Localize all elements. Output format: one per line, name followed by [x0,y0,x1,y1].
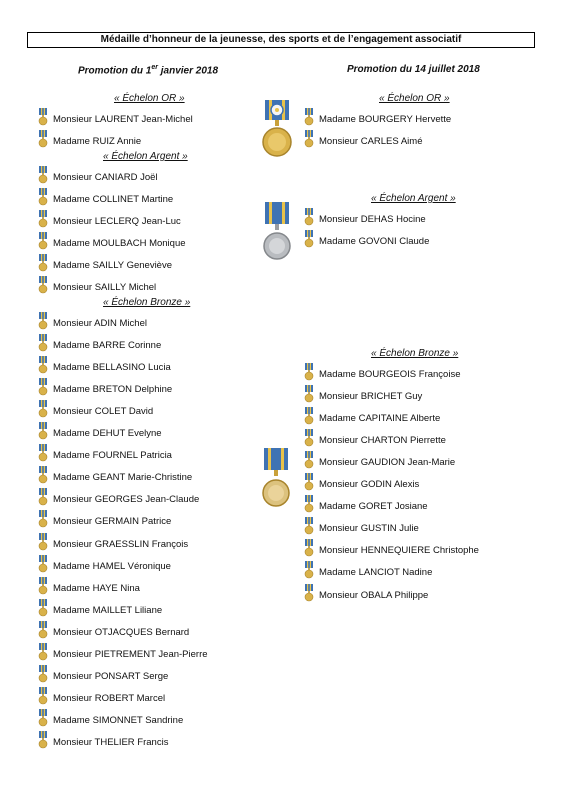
gold-medal-icon [260,98,294,160]
left-or-heading: « Échelon OR » [114,93,185,104]
recipient-name: Monsieur CANIARD Joël [53,172,158,183]
recipient-name: Madame CAPITAINE Alberte [319,413,441,425]
medal-ribbon-icon [38,130,48,148]
recipient-name: Monsieur GEORGES Jean-Claude [53,494,200,506]
medal-ribbon-icon [38,555,48,573]
medal-ribbon-icon [38,621,48,639]
recipient-name: Madame GORET Josiane [319,501,428,513]
recipient-name: Monsieur THELIER Francis [53,736,169,748]
medal-ribbon-icon [304,208,314,226]
recipient-name: Madame LANCIOT Nadine [319,567,433,579]
medal-ribbon-icon [304,108,314,126]
recipient-name: Monsieur ADIN Michel [53,318,147,329]
medal-ribbon-icon [38,334,48,352]
recipient-name: Monsieur LECLERQ Jean-Luc [53,216,181,227]
medal-ribbon-icon [304,473,314,491]
medal-ribbon-icon [38,188,48,206]
medal-ribbon-icon [38,488,48,506]
recipient-name: Madame HAMEL Véronique [53,560,171,572]
medal-ribbon-icon [38,466,48,484]
recipient-name: Madame MAILLET Liliane [53,604,163,616]
recipient-name: Madame BARRE Corinne [53,340,162,352]
right-or-heading: « Échelon OR » [379,93,450,104]
document-title: Médaille d’honneur de la jeunesse, des sports et de l’engagement associatif [27,32,535,48]
recipient-name: Madame BOURGERY Hervette [319,114,452,125]
recipient-name: Madame BELLASINO Lucia [53,362,171,374]
medal-ribbon-icon [304,429,314,447]
recipient-name: Monsieur GUSTIN Julie [319,523,419,535]
recipient-name: Madame BOURGEOIS Françoise [319,369,461,380]
medal-ribbon-icon [38,444,48,462]
medal-ribbon-icon [38,422,48,440]
medal-ribbon-icon [38,378,48,396]
medal-ribbon-icon [38,356,48,374]
recipient-name: Monsieur DEHAS Hocine [319,214,426,225]
medal-ribbon-icon [38,254,48,272]
recipient-name: Monsieur BRICHET Guy [319,391,423,403]
recipient-name: Monsieur LAURENT Jean-Michel [53,114,193,125]
medal-ribbon-icon [38,665,48,683]
recipient-name: Monsieur GAUDION Jean-Marie [319,457,456,469]
promotion-january-heading: Promotion du 1er janvier 2018 [78,64,219,77]
recipient-name: Madame SIMONNET Sandrine [53,714,184,726]
right-argent-heading: « Échelon Argent » [371,193,456,204]
medal-ribbon-icon [38,731,48,749]
recipient-name: Madame MOULBACH Monique [53,238,186,249]
medal-ribbon-icon [38,276,48,294]
medal-ribbon-icon [304,407,314,425]
medal-ribbon-icon [304,495,314,513]
medal-ribbon-icon [38,643,48,661]
right-bronze-heading: « Échelon Bronze » [371,348,459,359]
medal-ribbon-icon [38,510,48,528]
medal-ribbon-icon [304,517,314,535]
medal-ribbon-icon [304,130,314,148]
recipient-name: Monsieur GODIN Alexis [319,479,420,491]
medal-ribbon-icon [38,400,48,418]
recipient-name: Monsieur CARLES Aimé [319,136,423,147]
recipient-name: Monsieur PONSART Serge [53,670,169,682]
recipient-name: Monsieur OBALA Philippe [319,589,429,601]
medal-ribbon-icon [304,385,314,403]
recipient-name: Madame FOURNEL Patricia [53,450,172,462]
medal-ribbon-icon [38,687,48,705]
medal-ribbon-icon [38,166,48,184]
recipient-name: Madame RUIZ Annie [53,136,142,147]
medal-ribbon-icon [38,709,48,727]
medal-ribbon-icon [38,533,48,551]
medal-ribbon-icon [304,539,314,557]
medal-ribbon-icon [304,561,314,579]
recipient-name: Madame DEHUT Evelyne [53,428,162,440]
medal-ribbon-icon [304,363,314,381]
left-bronze-heading: « Échelon Bronze » [103,297,191,308]
recipient-name: Monsieur PIETREMENT Jean-Pierre [53,648,208,660]
medal-ribbon-icon [38,312,48,330]
recipient-name: Madame COLLINET Martine [53,194,174,205]
recipient-name: Monsieur CHARTON Pierrette [319,435,446,447]
promotion-july-heading: Promotion du 14 juillet 2018 [347,64,480,75]
silver-medal-icon [262,202,292,262]
medal-ribbon-icon [304,584,314,602]
bronze-medal-icon [260,448,292,510]
medal-ribbon-icon [38,210,48,228]
recipient-name: Madame HAYE Nina [53,582,140,594]
medal-ribbon-icon [38,108,48,126]
recipient-name: Madame SAILLY Geneviève [53,260,172,271]
recipient-name: Monsieur GERMAIN Patrice [53,516,172,528]
recipient-name: Monsieur ROBERT Marcel [53,692,166,704]
recipient-name: Monsieur GRAESSLIN François [53,538,189,550]
left-argent-heading: « Échelon Argent » [103,151,188,162]
recipient-name: Monsieur SAILLY Michel [53,282,157,293]
recipient-name: Madame BRETON Delphine [53,384,173,396]
medal-ribbon-icon [38,599,48,617]
recipient-name: Monsieur OTJACQUES Bernard [53,626,190,638]
recipient-name: Madame GOVONI Claude [319,236,430,247]
medal-ribbon-icon [38,232,48,250]
medal-ribbon-icon [38,577,48,595]
medal-ribbon-icon [304,451,314,469]
recipient-name: Monsieur COLET David [53,406,154,418]
medal-ribbon-icon [304,230,314,248]
recipient-name: Monsieur HENNEQUIERE Christophe [319,545,479,557]
recipient-name: Madame GEANT Marie-Christine [53,472,193,484]
